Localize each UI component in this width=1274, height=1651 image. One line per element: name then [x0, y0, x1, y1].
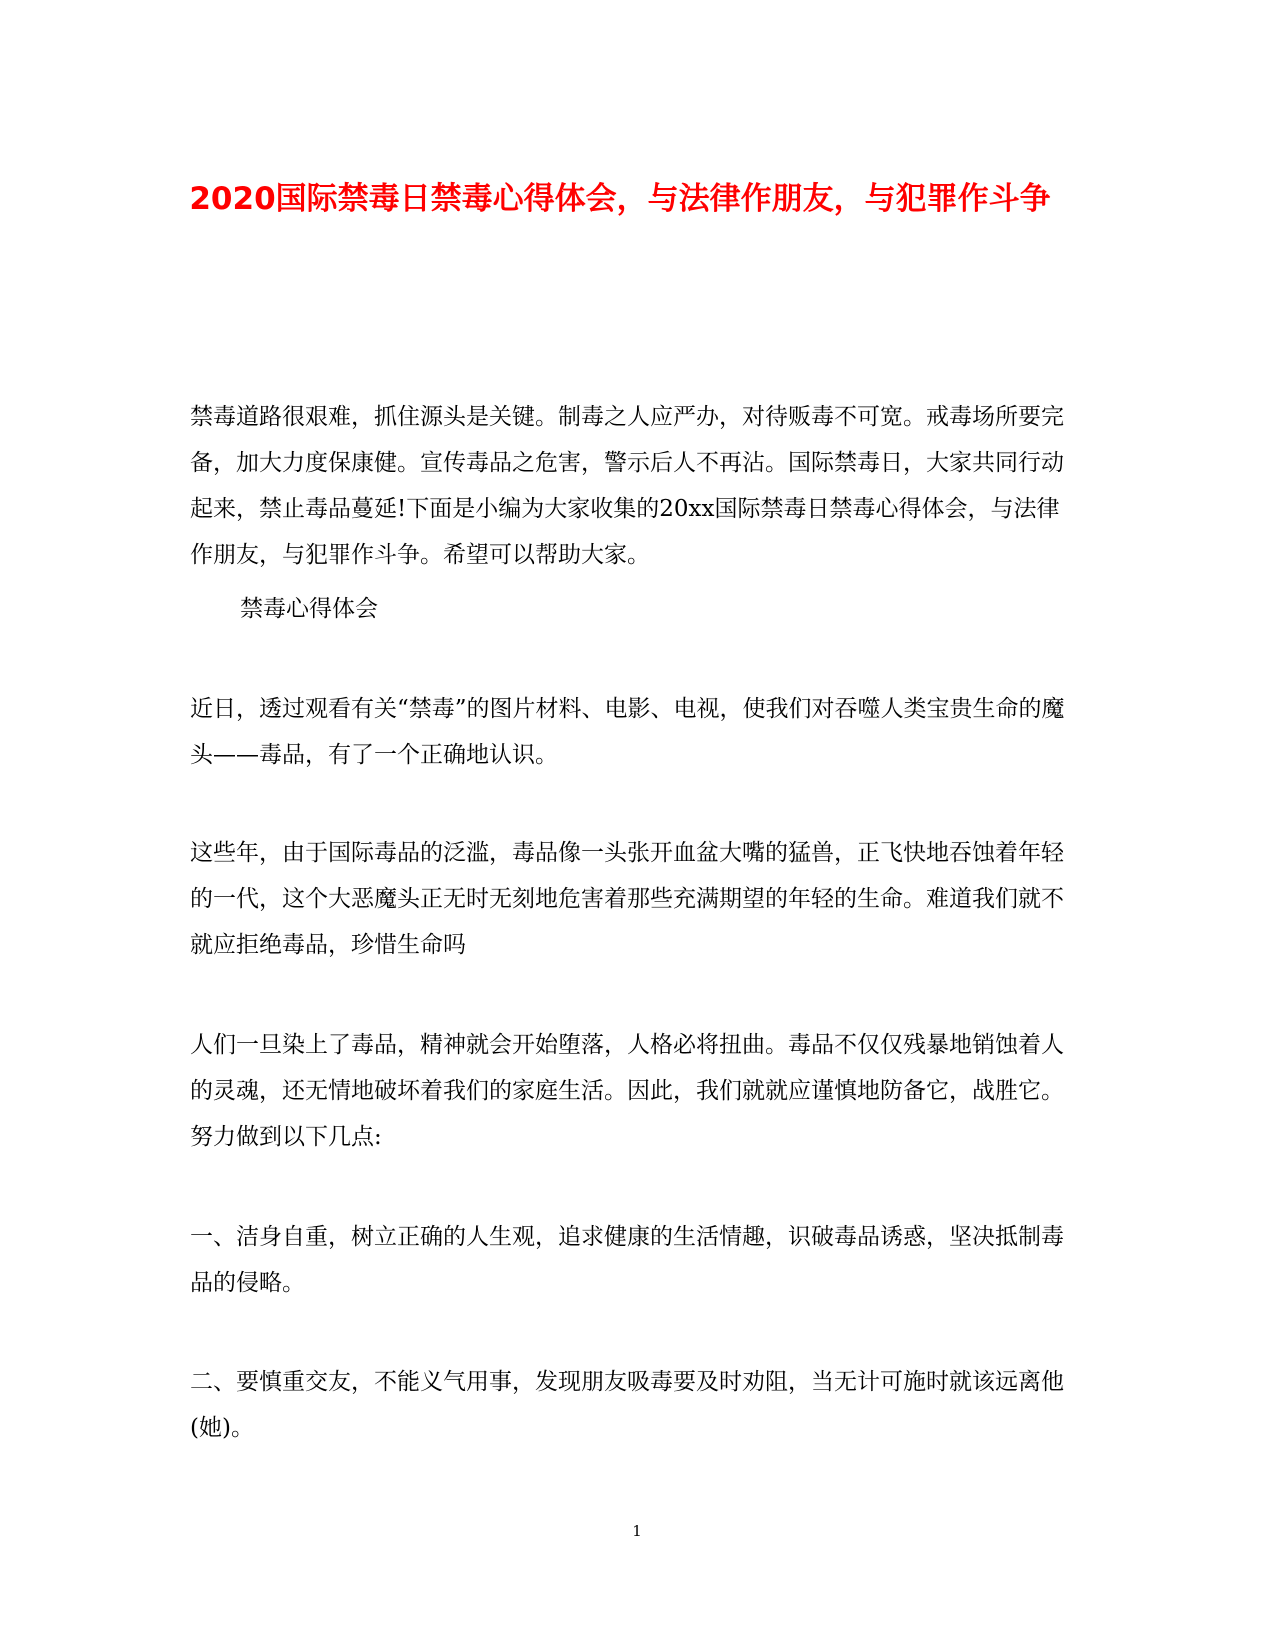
document-title: 2020国际禁毒日禁毒心得体会，与法律作朋友，与犯罪作斗争 [189, 181, 1051, 217]
paragraph-3: 人们一旦染上了毒品，精神就会开始堕落，人格必将扭曲。毒品不仅仅残暴地销蚀着人的灵魂，还无情地破坏着我们的家庭生活。因此，我们就就应谨慎地防备它，战胜它。努力做到以下几点: [190, 1032, 1064, 1150]
list-item-2: 二、要慎重交友，不能义气用事，发现朋友吸毒要及时劝阻，当无计可施时就该远离他(她)。 [190, 1369, 1064, 1441]
list-item-1: 一、洁身自重，树立正确的人生观，追求健康的生活情趣，识破毒品诱惑，坚决抵制毒品的侵略。 [190, 1224, 1064, 1296]
intro-paragraph: 禁毒道路很艰难，抓住源头是关键。制毒之人应严办，对待贩毒不可宽。戒毒场所要完备，加大力度保康健。宣传毒品之危害，警示后人不再沾。国际禁毒日，大家共同行动起来，禁止毒品蔓延!下面是小编为大家收集的20xx国际禁毒日禁毒心得体会，与法律作朋友，与犯罪作斗争。希望可以帮助大家。 [190, 404, 1064, 568]
section-subtitle: 禁毒心得体会 [240, 596, 378, 622]
paragraph-2: 这些年，由于国际毒品的泛滥，毒品像一头张开血盆大嘴的猛兽，正飞快地吞蚀着年轻的一代，这个大恶魔头正无时无刻地危害着那些充满期望的年轻的生命。难道我们就不就应拒绝毒品，珍惜生命吗 [190, 840, 1064, 958]
paragraph-1: 近日，透过观看有关“禁毒”的图片材料、电影、电视，使我们对吞噬人类宝贵生命的魔头——毒品，有了一个正确地认识。 [190, 696, 1065, 768]
page-number: 1 [632, 1522, 642, 1540]
